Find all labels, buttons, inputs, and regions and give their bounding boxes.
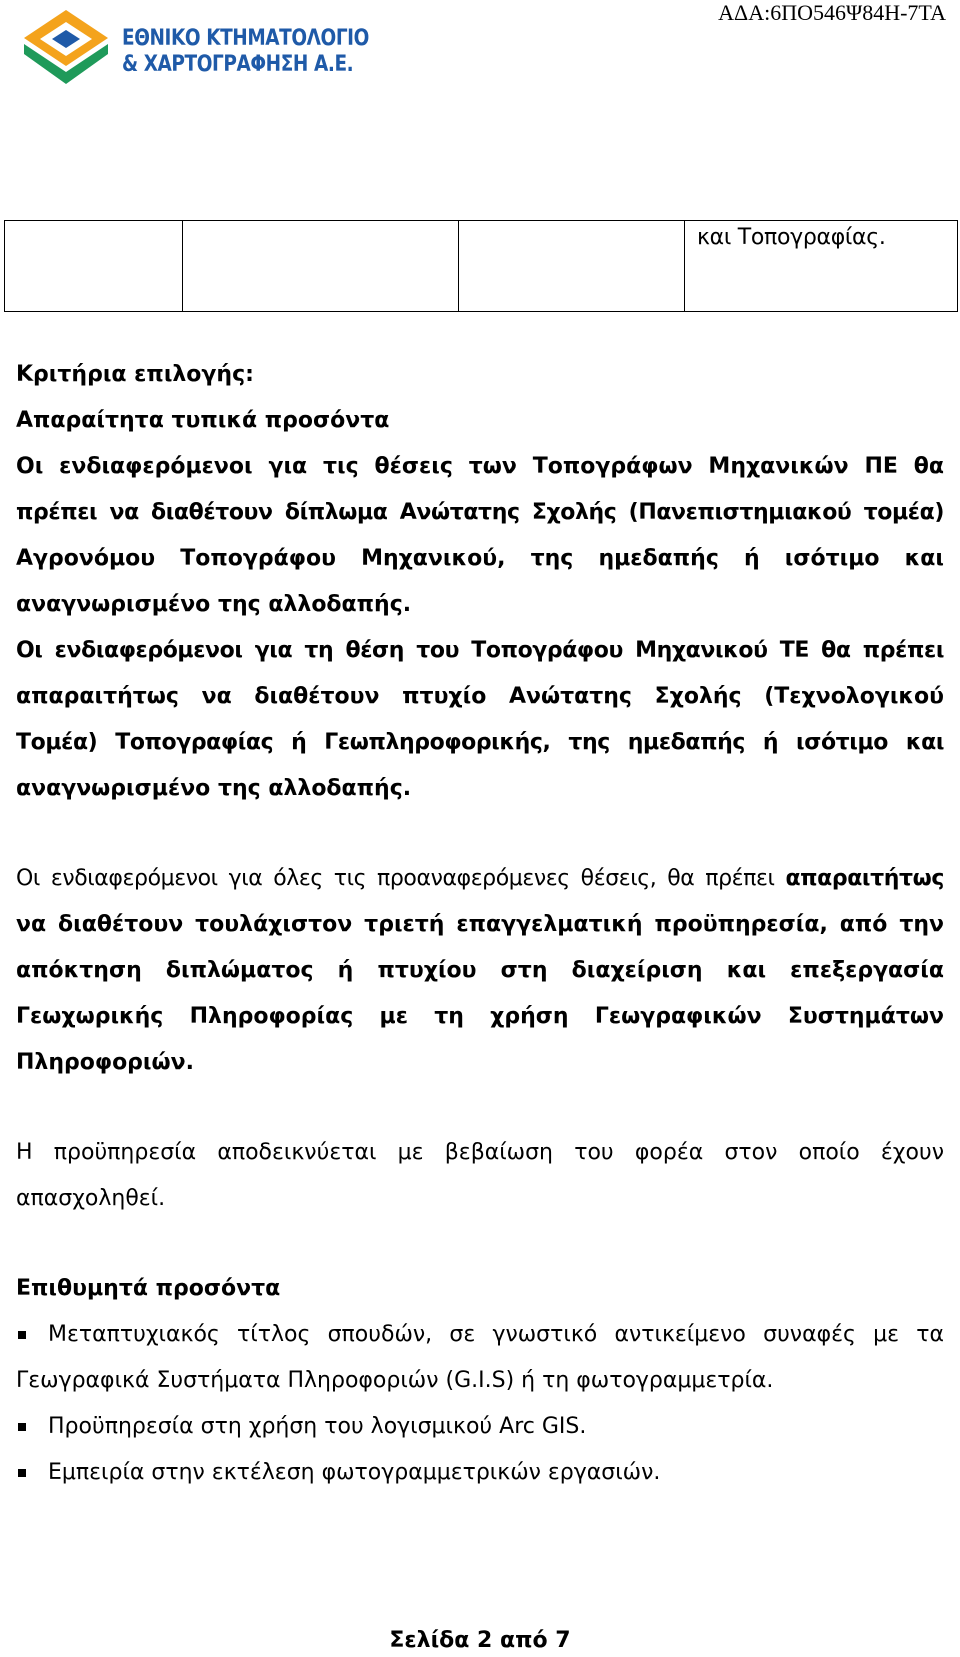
paragraph-line: πρέπει να διαθέτουν δίπλωμα Ανώτατης Σχολής (Πανεπιστημιακού τομέα)	[16, 500, 944, 525]
paragraph-line: απαραιτήτως να διαθέτουν πτυχίο Ανώτατης Σχολής (Τεχνολογικού	[16, 684, 944, 709]
list-item	[16, 1404, 944, 1450]
logo-line-1: ΕΘΝΙΚΟ ΚΤΗΜΑΤΟΛΟΓΙΟ	[122, 26, 369, 51]
paragraph-line: Γεωχωρικής Πληροφορίας με τη χρήση Γεωγραφικών Συστημάτων	[16, 1004, 944, 1029]
table-cell	[459, 221, 685, 312]
page-number: Σελίδα 2 από 7	[389, 1628, 571, 1653]
paragraph-line: Τομέα) Τοπογραφίας ή Γεωπληροφορικής, της ημεδαπής ή ισότιμο και	[16, 730, 944, 755]
logo-line-2: & ΧΑΡΤΟΓΡΑΦΗΣΗ Α.Ε.	[122, 52, 354, 77]
paragraph-line: Αγρονόμου Τοπογράφου Μηχανικού, της ημεδαπής ή ισότιμο και	[16, 546, 944, 571]
paragraph-emphasis: απαραιτήτως	[785, 866, 945, 891]
list-item-text: Μεταπτυχιακός τίτλος σπουδών, σε γνωστικό αντικείμενο συναφές με τα	[48, 1322, 944, 1347]
criteria-section	[16, 352, 944, 1496]
logo-wordmark	[122, 26, 369, 78]
list-item-continuation: Γεωγραφικά Συστήματα Πληροφοριών (G.I.S) ή τη φωτογραμμετρία.	[16, 1368, 774, 1393]
paragraph-line: απασχοληθεί.	[16, 1186, 166, 1211]
paragraph-line: Πληροφοριών.	[16, 1050, 194, 1075]
logo-emblem-icon	[18, 8, 118, 88]
paragraph-line: Η προϋπηρεσία αποδεικνύεται με βεβαίωση του φορέα στον οποίο έχουν	[16, 1140, 944, 1165]
desired-qualifications-heading: Επιθυμητά προσόντα	[16, 1276, 281, 1301]
bullet-square-icon	[18, 1331, 26, 1339]
paragraph-line: αναγνωρισμένο της αλλοδαπής.	[16, 776, 412, 801]
table-row	[5, 221, 958, 312]
paragraph-line: να διαθέτουν τουλάχιστον τριετή επαγγελματική προϋπηρεσία, από την	[16, 912, 944, 937]
paragraph-line	[16, 856, 944, 902]
list-item-text: Εμπειρία στην εκτέλεση φωτογραμμετρικών εργασιών.	[48, 1460, 661, 1485]
continuation-table	[4, 220, 958, 312]
paragraph-line: Οι ενδιαφερόμενοι για τη θέση του Τοπογράφου Μηχανικού ΤΕ θα πρέπει	[16, 638, 944, 663]
bullet-square-icon	[18, 1423, 26, 1431]
table-cell	[183, 221, 459, 312]
criteria-heading: Κριτήρια επιλογής:	[16, 362, 254, 387]
paragraph-line: αναγνωρισμένο της αλλοδαπής.	[16, 592, 412, 617]
list-item	[16, 1312, 944, 1358]
table-cell: και Τοπογραφίας.	[685, 221, 958, 312]
paragraph-line: Οι ενδιαφερόμενοι για τις θέσεις των Τοπογράφων Μηχανικών ΠΕ θα	[16, 454, 944, 479]
paragraph-text: Οι ενδιαφερόμενοι για όλες τις προαναφερόμενες θέσεις, θα πρέπει	[16, 866, 775, 891]
company-logo	[18, 8, 369, 88]
required-qualifications-heading: Απαραίτητα τυπικά προσόντα	[16, 408, 390, 433]
table-cell	[5, 221, 183, 312]
paragraph-line: απόκτηση διπλώματος ή πτυχίου στη διαχείριση και επεξεργασία	[16, 958, 944, 983]
list-item-text: Προϋπηρεσία στη χρήση του λογισμικού Arc GIS.	[48, 1414, 587, 1439]
ada-code: ΑΔΑ:6ΠΟ546Ψ84Η-7ΤΑ	[718, 0, 946, 25]
bullet-square-icon	[18, 1469, 26, 1477]
list-item	[16, 1450, 944, 1496]
